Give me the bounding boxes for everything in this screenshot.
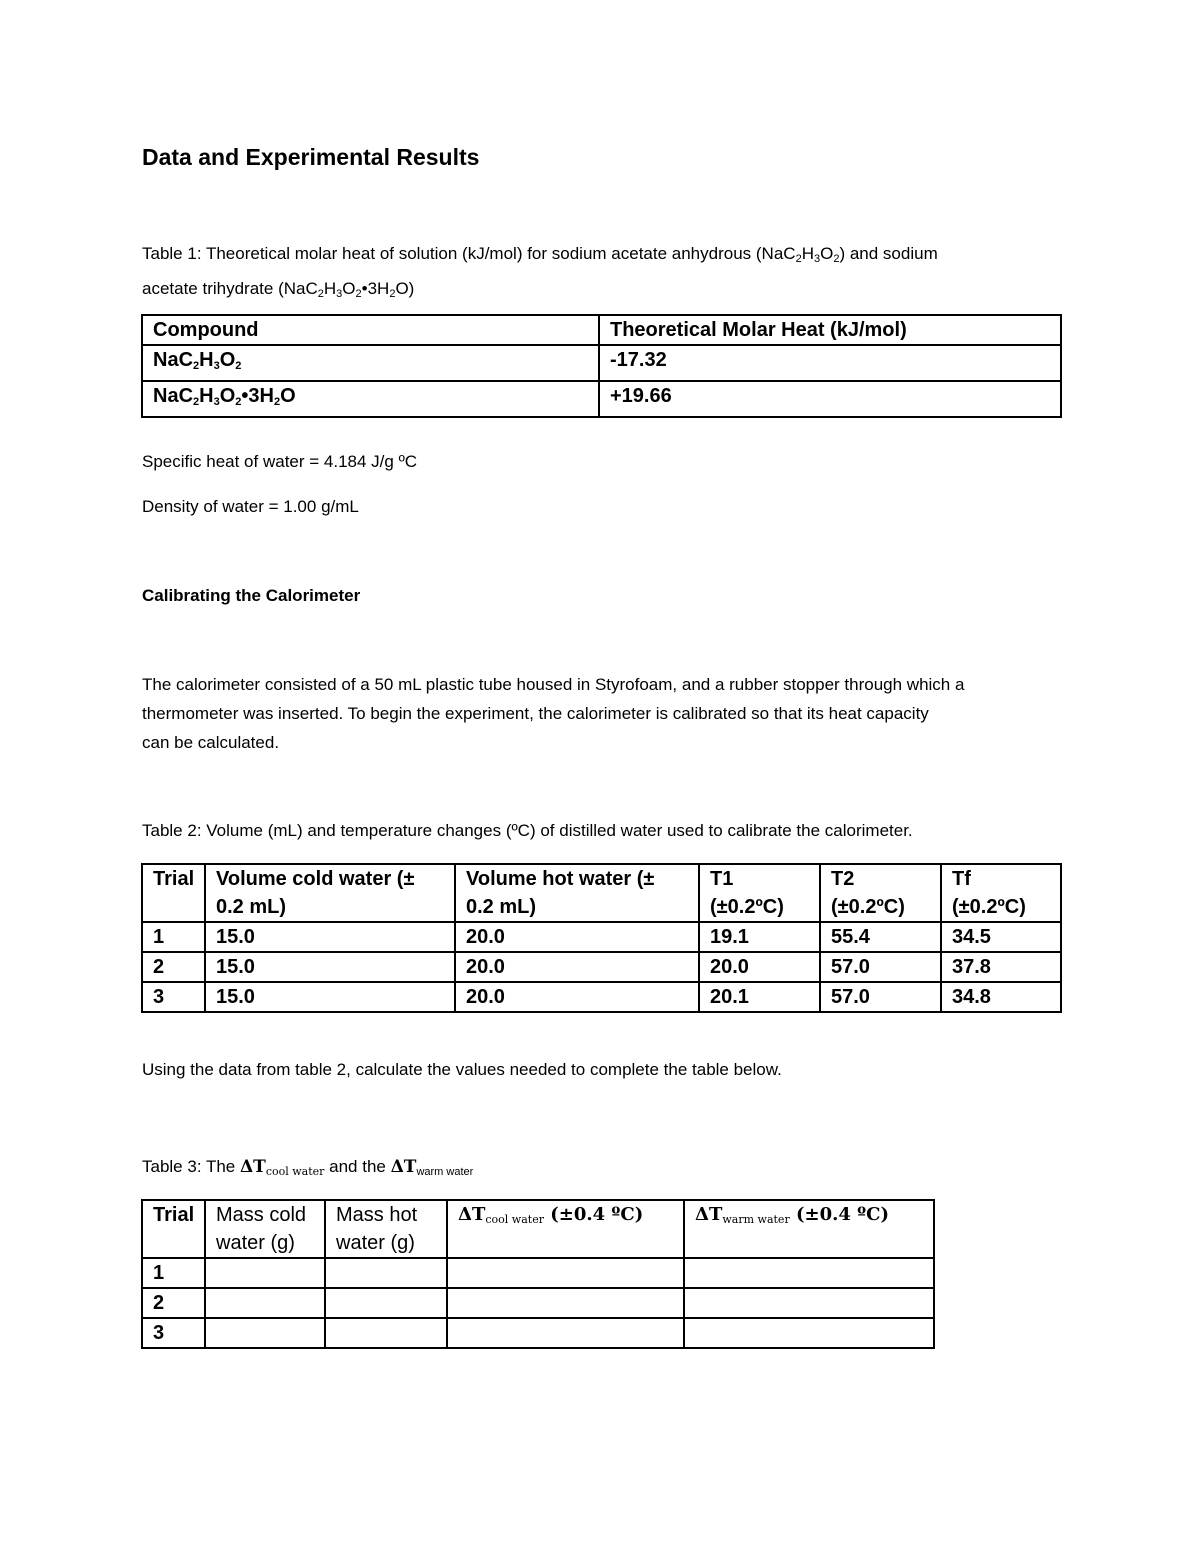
trial-cell: 3 [142,1318,205,1348]
empty-cell[interactable] [684,1288,934,1318]
header-t2: T2 (±0.2ºC) [820,864,941,922]
compound-cell: $NaC_2H_3O_2•3H_2O$ [142,381,599,417]
cell: 1 [142,922,205,952]
header-trial: Trial [142,1200,205,1258]
section-heading: Calibrating the Calorimeter [142,586,361,605]
cell: 19.1 [699,922,820,952]
empty-cell[interactable] [205,1288,325,1318]
empty-cell[interactable] [684,1318,934,1348]
empty-cell[interactable] [325,1258,447,1288]
header-delta-warm: $\Delta T_{warm water}$ (±0.4 ºC) [684,1200,934,1258]
cell: 55.4 [820,922,941,952]
table-row [142,952,1061,982]
table3-caption: Table 3: The $\Delta T_{cool water}$ and the $\Delta T_{warm water}$ [142,1157,474,1178]
cell: 37.8 [941,952,1061,982]
trial-cell: 2 [142,1288,205,1318]
table-row [142,1288,934,1318]
table2 [141,863,1062,1013]
table-header-row [142,1200,934,1258]
header-t1: T1 (±0.2ºC) [699,864,820,922]
table-row [142,345,1061,381]
header-delta-cool: $\Delta T_{cool water}$ (±0.4 ºC) [447,1200,684,1258]
cell: 2 [142,952,205,982]
empty-cell[interactable] [325,1318,447,1348]
cell: 20.0 [455,982,699,1012]
table1-caption: Table 1: Theoretical molar heat of solution (kJ/mol) for sodium acetate anhydrous $(NaC_2H_3O_2)$ and sodium acetate trihydrate $(NaC_2H_3O_2•3H_2O)$ [142,244,938,300]
value-cell: -17.32 [599,345,1061,381]
empty-cell[interactable] [205,1258,325,1288]
cell: 57.0 [820,982,941,1012]
header-volume-cold: Volume cold water (± 0.2 mL) [205,864,455,922]
cell: 15.0 [205,952,455,982]
header-cell: Theoretical Molar Heat (kJ/mol) [599,315,1061,345]
cell: 34.8 [941,982,1061,1012]
table-row [142,982,1061,1012]
table-row [142,1258,934,1288]
cell: 15.0 [205,982,455,1012]
table2-caption: Table 2: Volume (mL) and temperature changes (ºC) of distilled water used to calibrate the calorimeter. [142,821,913,840]
specific-heat: Specific heat of water = 4.184 J/g ºC [142,452,418,471]
table3 [141,1199,935,1349]
instruction: Using the data from table 2, calculate the values needed to complete the table below. [142,1060,782,1079]
compound-cell: $NaC_2H_3O_2$ [142,345,599,381]
cell: 15.0 [205,922,455,952]
header-mass-cold: Mass cold water (g) [205,1200,325,1258]
cell: 20.0 [455,922,699,952]
table-row [142,1318,934,1348]
calorimeter-paragraph: The calorimeter consisted of a 50 mL plastic tube housed in Styrofoam, and a rubber stopper through which a thermometer was inserted. To begin the experiment, the calorimeter is calibrated so that its heat capacity can be calculated. [142,675,965,752]
header-trial: Trial [142,864,205,922]
empty-cell[interactable] [325,1288,447,1318]
page-title: Data and Experimental Results [142,144,480,170]
header-mass-hot: Mass hot water (g) [325,1200,447,1258]
table-header-row [142,315,1061,345]
cell: 3 [142,982,205,1012]
cell: 20.0 [455,952,699,982]
table1 [141,314,1062,418]
header-tf: Tf (±0.2ºC) [941,864,1061,922]
empty-cell[interactable] [447,1318,684,1348]
table-row [142,922,1061,952]
density: Density of water = 1.00 g/mL [142,497,359,516]
cell: 34.5 [941,922,1061,952]
cell: 20.1 [699,982,820,1012]
empty-cell[interactable] [447,1258,684,1288]
value-cell: +19.66 [599,381,1061,417]
header-cell: Compound [142,315,599,345]
table-row [142,381,1061,417]
header-volume-hot: Volume hot water (± 0.2 mL) [455,864,699,922]
empty-cell[interactable] [684,1258,934,1288]
cell: 20.0 [699,952,820,982]
table-header-row [142,864,1061,922]
empty-cell[interactable] [447,1288,684,1318]
trial-cell: 1 [142,1258,205,1288]
empty-cell[interactable] [205,1318,325,1348]
cell: 57.0 [820,952,941,982]
